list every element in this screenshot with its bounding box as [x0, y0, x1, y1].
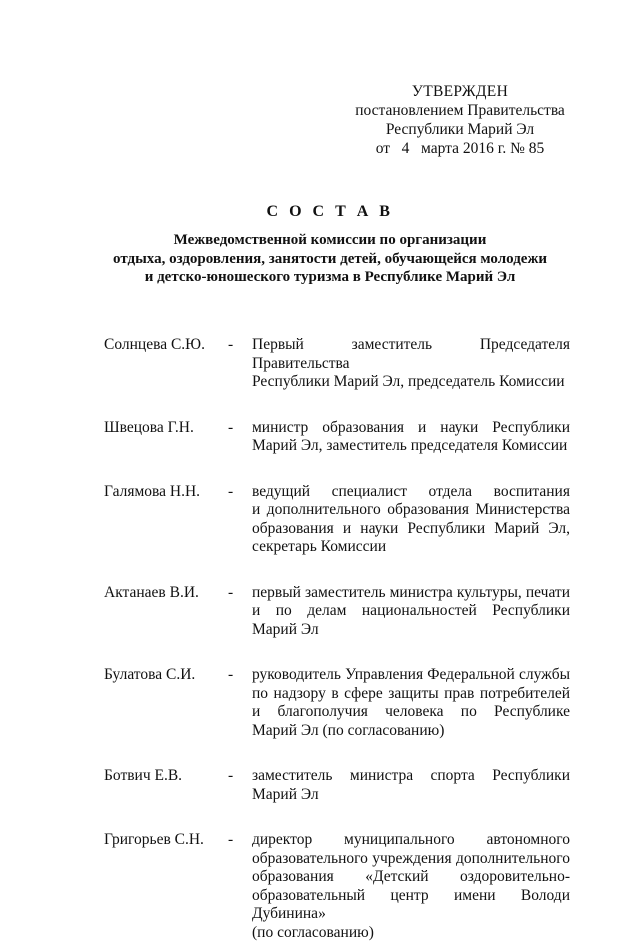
member-position-line: ведущий специалист отдела воспитания — [252, 483, 570, 502]
document-title: С О С Т А В — [80, 203, 580, 221]
member-position-line: образовательного учреждения дополнительного — [252, 850, 570, 869]
approved-republic-line: Республики Марий Эл — [330, 120, 590, 139]
member-row — [104, 336, 570, 392]
member-position-line: образования «Детский оздоровительно- — [252, 868, 570, 887]
member-dash: - — [228, 483, 252, 502]
member-position-line: Марий Эл — [252, 786, 570, 805]
member-dash: - — [228, 831, 252, 850]
member-position-line: руководитель Управления Федеральной службы — [252, 666, 570, 685]
approval-stamp — [330, 82, 590, 158]
member-position-line: Первый заместитель Председателя Правительства — [252, 336, 570, 373]
member-position-line: Марий Эл (по согласованию) — [252, 722, 570, 741]
member-row — [104, 767, 570, 804]
member-position-line: министр образования и науки Республики — [252, 419, 570, 438]
member-position-line: образовательный центр имени Володи Дубинина» — [252, 887, 570, 924]
member-position-line: заместитель министра спорта Республики — [252, 767, 570, 786]
member-name: Ботвич Е.В. — [104, 767, 228, 786]
member-name: Солнцева С.Ю. — [104, 336, 228, 355]
approved-label: УТВЕРЖДЕН — [330, 82, 590, 101]
member-row — [104, 584, 570, 640]
member-position — [252, 831, 570, 942]
member-row — [104, 666, 570, 740]
member-dash: - — [228, 336, 252, 355]
member-position — [252, 584, 570, 640]
member-position-line: (по согласованию) — [252, 924, 570, 942]
member-dash: - — [228, 767, 252, 786]
member-dash: - — [228, 666, 252, 685]
approved-by-line: постановлением Правительства — [330, 101, 590, 120]
member-row — [104, 419, 570, 456]
member-position — [252, 419, 570, 456]
member-dash: - — [228, 419, 252, 438]
member-position — [252, 666, 570, 740]
member-position-line: образования и науки Республики Марий Эл, — [252, 520, 570, 539]
member-name: Булатова С.И. — [104, 666, 228, 685]
member-position — [252, 336, 570, 392]
member-position-line: и дополнительного образования Министерства — [252, 501, 570, 520]
member-name: Актанаев В.И. — [104, 584, 228, 603]
document-heading — [80, 203, 580, 287]
member-name: Швецова Г.Н. — [104, 419, 228, 438]
member-position-line: Марий Эл, заместитель председателя Комиссии — [252, 437, 570, 456]
document-subtitle-line-3: и детско-юношеского туризма в Республике Марий Эл — [80, 268, 580, 287]
member-position-line: первый заместитель министра культуры, печати — [252, 584, 570, 603]
member-name: Григорьев С.Н. — [104, 831, 228, 850]
member-position-line: и благополучия человека по Республике — [252, 703, 570, 722]
member-position-line: Марий Эл — [252, 621, 570, 640]
member-position-line: по надзору в сфере защиты прав потребителей — [252, 685, 570, 704]
member-position-line: Республики Марий Эл, председатель Комиссии — [252, 373, 570, 392]
member-dash: - — [228, 584, 252, 603]
member-position — [252, 767, 570, 804]
document-subtitle-line-1: Межведомственной комиссии по организации — [80, 231, 580, 250]
member-position-line: директор муниципального автономного — [252, 831, 570, 850]
members-list — [104, 336, 570, 942]
approval-date-line: от 4 марта 2016 г. № 85 — [330, 139, 590, 158]
member-row — [104, 831, 570, 942]
member-position-line: и по делам национальностей Республики — [252, 602, 570, 621]
member-row — [104, 483, 570, 557]
member-position-line: секретарь Комиссии — [252, 538, 570, 557]
member-position — [252, 483, 570, 557]
document-subtitle-line-2: отдыха, оздоровления, занятости детей, обучающейся молодежи — [80, 250, 580, 269]
member-name: Галямова Н.Н. — [104, 483, 228, 502]
